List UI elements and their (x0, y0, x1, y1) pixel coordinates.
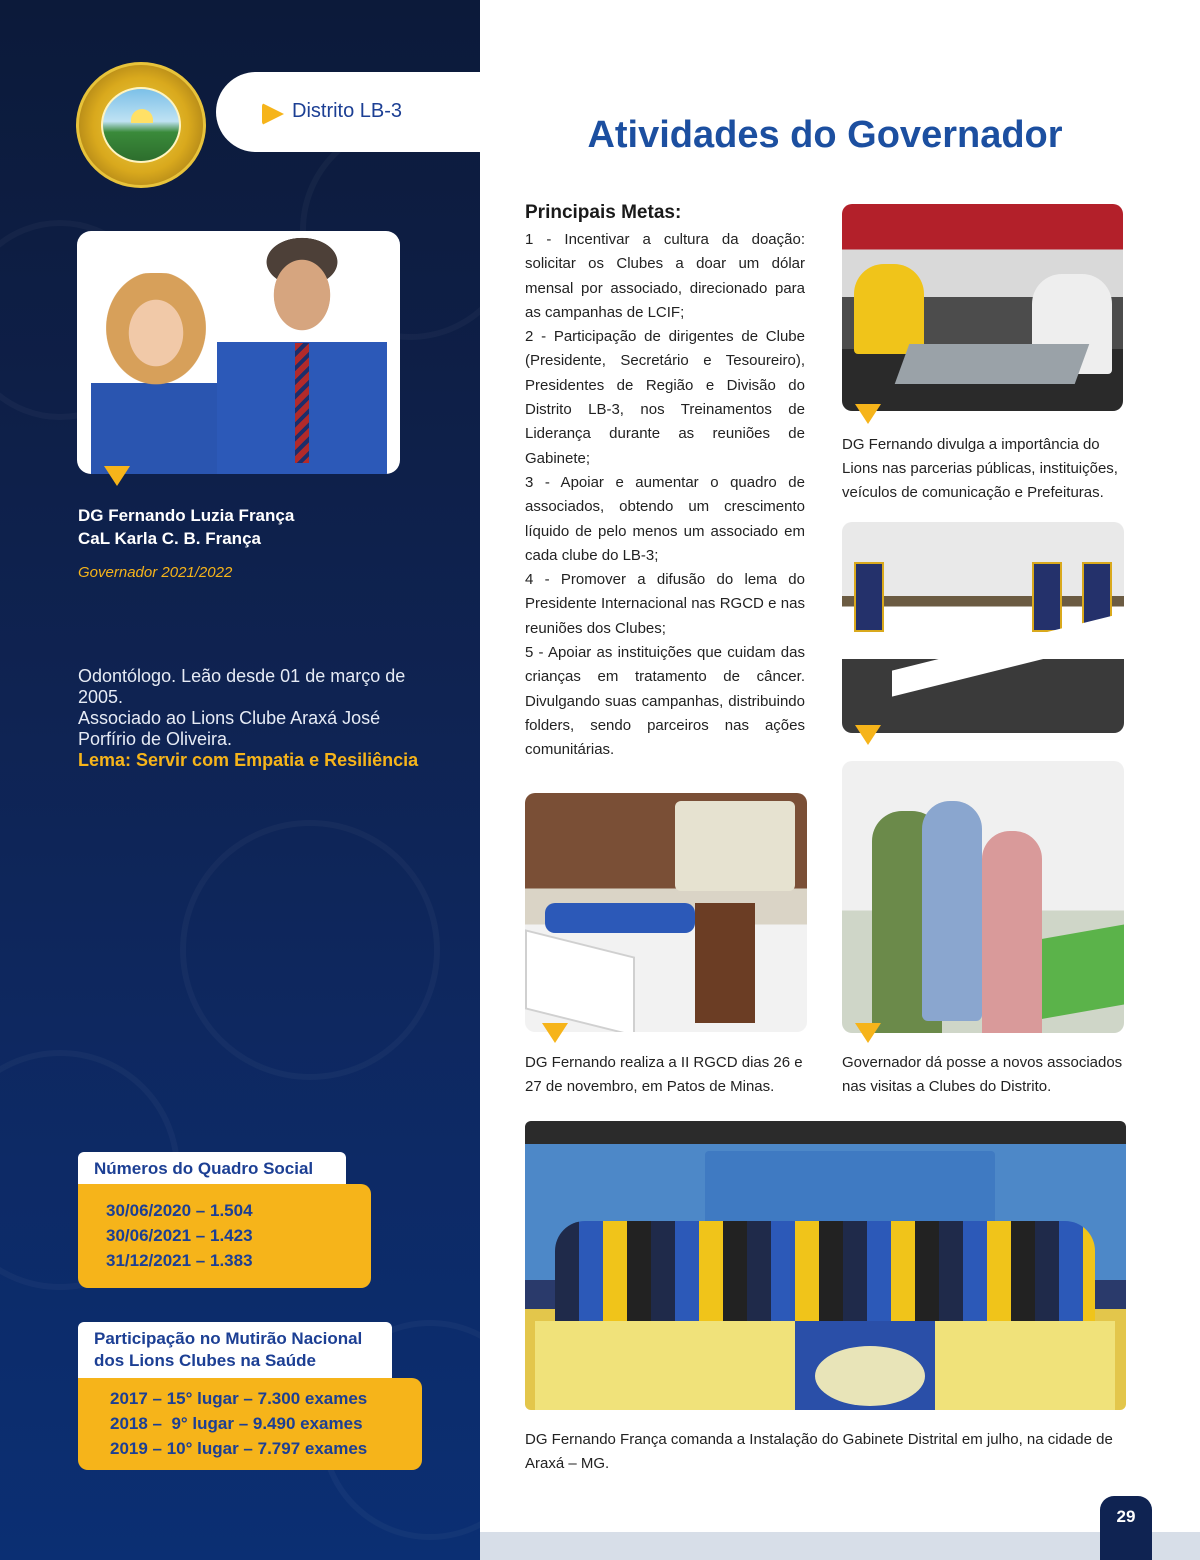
gabinete-installation-photo (525, 1121, 1126, 1410)
marker-triangle-icon (104, 466, 130, 486)
governor-names (78, 504, 294, 550)
district-label: Distrito LB-3 (292, 100, 403, 122)
tie (295, 343, 309, 463)
sun-icon (131, 109, 153, 123)
quadro-social-box (78, 1184, 371, 1288)
play-icon (262, 103, 284, 125)
quadro-line: 31/12/2021 – 1.383 (106, 1251, 253, 1270)
marker-triangle-icon (542, 1023, 568, 1043)
page-number: 29 (1100, 1496, 1152, 1560)
person (922, 801, 982, 1021)
district-seal-logo (76, 62, 206, 188)
goals-heading: Principais Metas: (525, 202, 682, 223)
person-karla (91, 273, 221, 474)
lions-watermark-icon (180, 820, 440, 1080)
mutirao-title-1: Participação no Mutirão Nacional (94, 1329, 363, 1348)
mixing-desk (895, 344, 1090, 384)
quadro-line: 30/06/2020 – 1.504 (106, 1201, 253, 1220)
marker-triangle-icon (855, 725, 881, 745)
table (892, 613, 1122, 696)
gabinete-caption: DG Fernando França comanda a Instalação do Gabinete Distrital em julho, na cidade de Araxá – MG. (525, 1431, 1113, 1472)
mutirao-box (78, 1378, 422, 1470)
podium (695, 903, 755, 1023)
radio-interview-photo (842, 204, 1123, 411)
governor-bio (78, 666, 438, 771)
goal-item: 2 - Participação de dirigentes de Clube (Presidente, Secretário e Tesoureiro), Presidentes de Região e Divisão do Distrito LB-3, nos Treinamentos de Liderança durante as reuniões de Gabinete; (525, 328, 805, 467)
goals-list (525, 228, 805, 763)
page-title: Atividades do Governador (587, 114, 1063, 156)
radio-caption: DG Fernando divulga a importância do Lions nas parcerias públicas, instituições, veículos de comunicação e Prefeituras. (842, 436, 1118, 501)
bio-line-2: Associado ao Lions Clube Araxá José Porfírio de Oliveira. (78, 708, 381, 749)
flower-arrangement (815, 1346, 925, 1406)
stage-backdrop (705, 1151, 995, 1231)
goal-item: 1 - Incentivar a cultura da doação: solicitar os Clubes a doar um dólar mensal por associado, direcionado para as campanhas de LCIF; (525, 231, 805, 321)
rgcd-caption: DG Fernando realiza a II RGCD dias 26 e 27 de novembro, em Patos de Minas. (525, 1054, 803, 1095)
goal-item: 3 - Apoiar e aumentar o quadro de associados, obtendo um crescimento líquido de pelo menos um associado em cada clube do LB-3; (525, 473, 805, 564)
mutirao-title (78, 1322, 392, 1380)
motto: Lema: Servir com Empatia e Resiliência (78, 750, 419, 770)
district-tab (216, 72, 480, 152)
lions-banner (1032, 562, 1062, 632)
mutirao-line: 2019 – 10° lugar – 7.797 exames (110, 1439, 368, 1458)
left-panel (0, 0, 480, 1560)
club-meeting-photo (842, 522, 1124, 733)
person (982, 831, 1042, 1033)
posse-caption: Governador dá posse a novos associados nas visitas a Clubes do Distrito. (842, 1054, 1123, 1095)
marker-triangle-icon (855, 404, 881, 424)
mutirao-line: 2018 – 9° lugar – 9.490 exames (110, 1414, 363, 1433)
goal-item: 4 - Promover a difusão do lema do Presidente Internacional nas RGCD e nas reuniões dos Clubes; (525, 571, 805, 637)
projection-screen (675, 801, 795, 891)
event-banner (525, 929, 635, 1032)
name-2: CaL Karla C. B. França (78, 529, 261, 548)
quadro-social-title: Números do Quadro Social (78, 1152, 346, 1186)
goal-item: 5 - Apoiar as instituições que cuidam das crianças em tratamento de câncer. Divulgando suas campanhas, distribuindo folders, sendo parceiros nas ações comunitárias. (525, 644, 805, 759)
bio-line-1: Odontólogo. Leão desde 01 de março de 2005. (78, 666, 406, 707)
lions-banner (854, 562, 884, 632)
seal-landscape (101, 87, 181, 163)
head-table (545, 903, 695, 933)
mutirao-line: 2017 – 15° lugar – 7.300 exames (110, 1389, 368, 1408)
quadro-line: 30/06/2021 – 1.423 (106, 1226, 253, 1245)
new-members-photo (842, 761, 1124, 1033)
group-of-people (555, 1221, 1095, 1331)
person (854, 264, 924, 354)
governor-role: Governador 2021/2022 (78, 564, 233, 581)
rgcd-photo (525, 793, 807, 1032)
footer-bar (480, 1532, 1200, 1560)
marker-triangle-icon (855, 1023, 881, 1043)
mutirao-title-2: dos Lions Clubes na Saúde (94, 1351, 316, 1370)
governor-portrait-photo (77, 231, 400, 474)
name-1: DG Fernando Luzia França (78, 506, 295, 525)
